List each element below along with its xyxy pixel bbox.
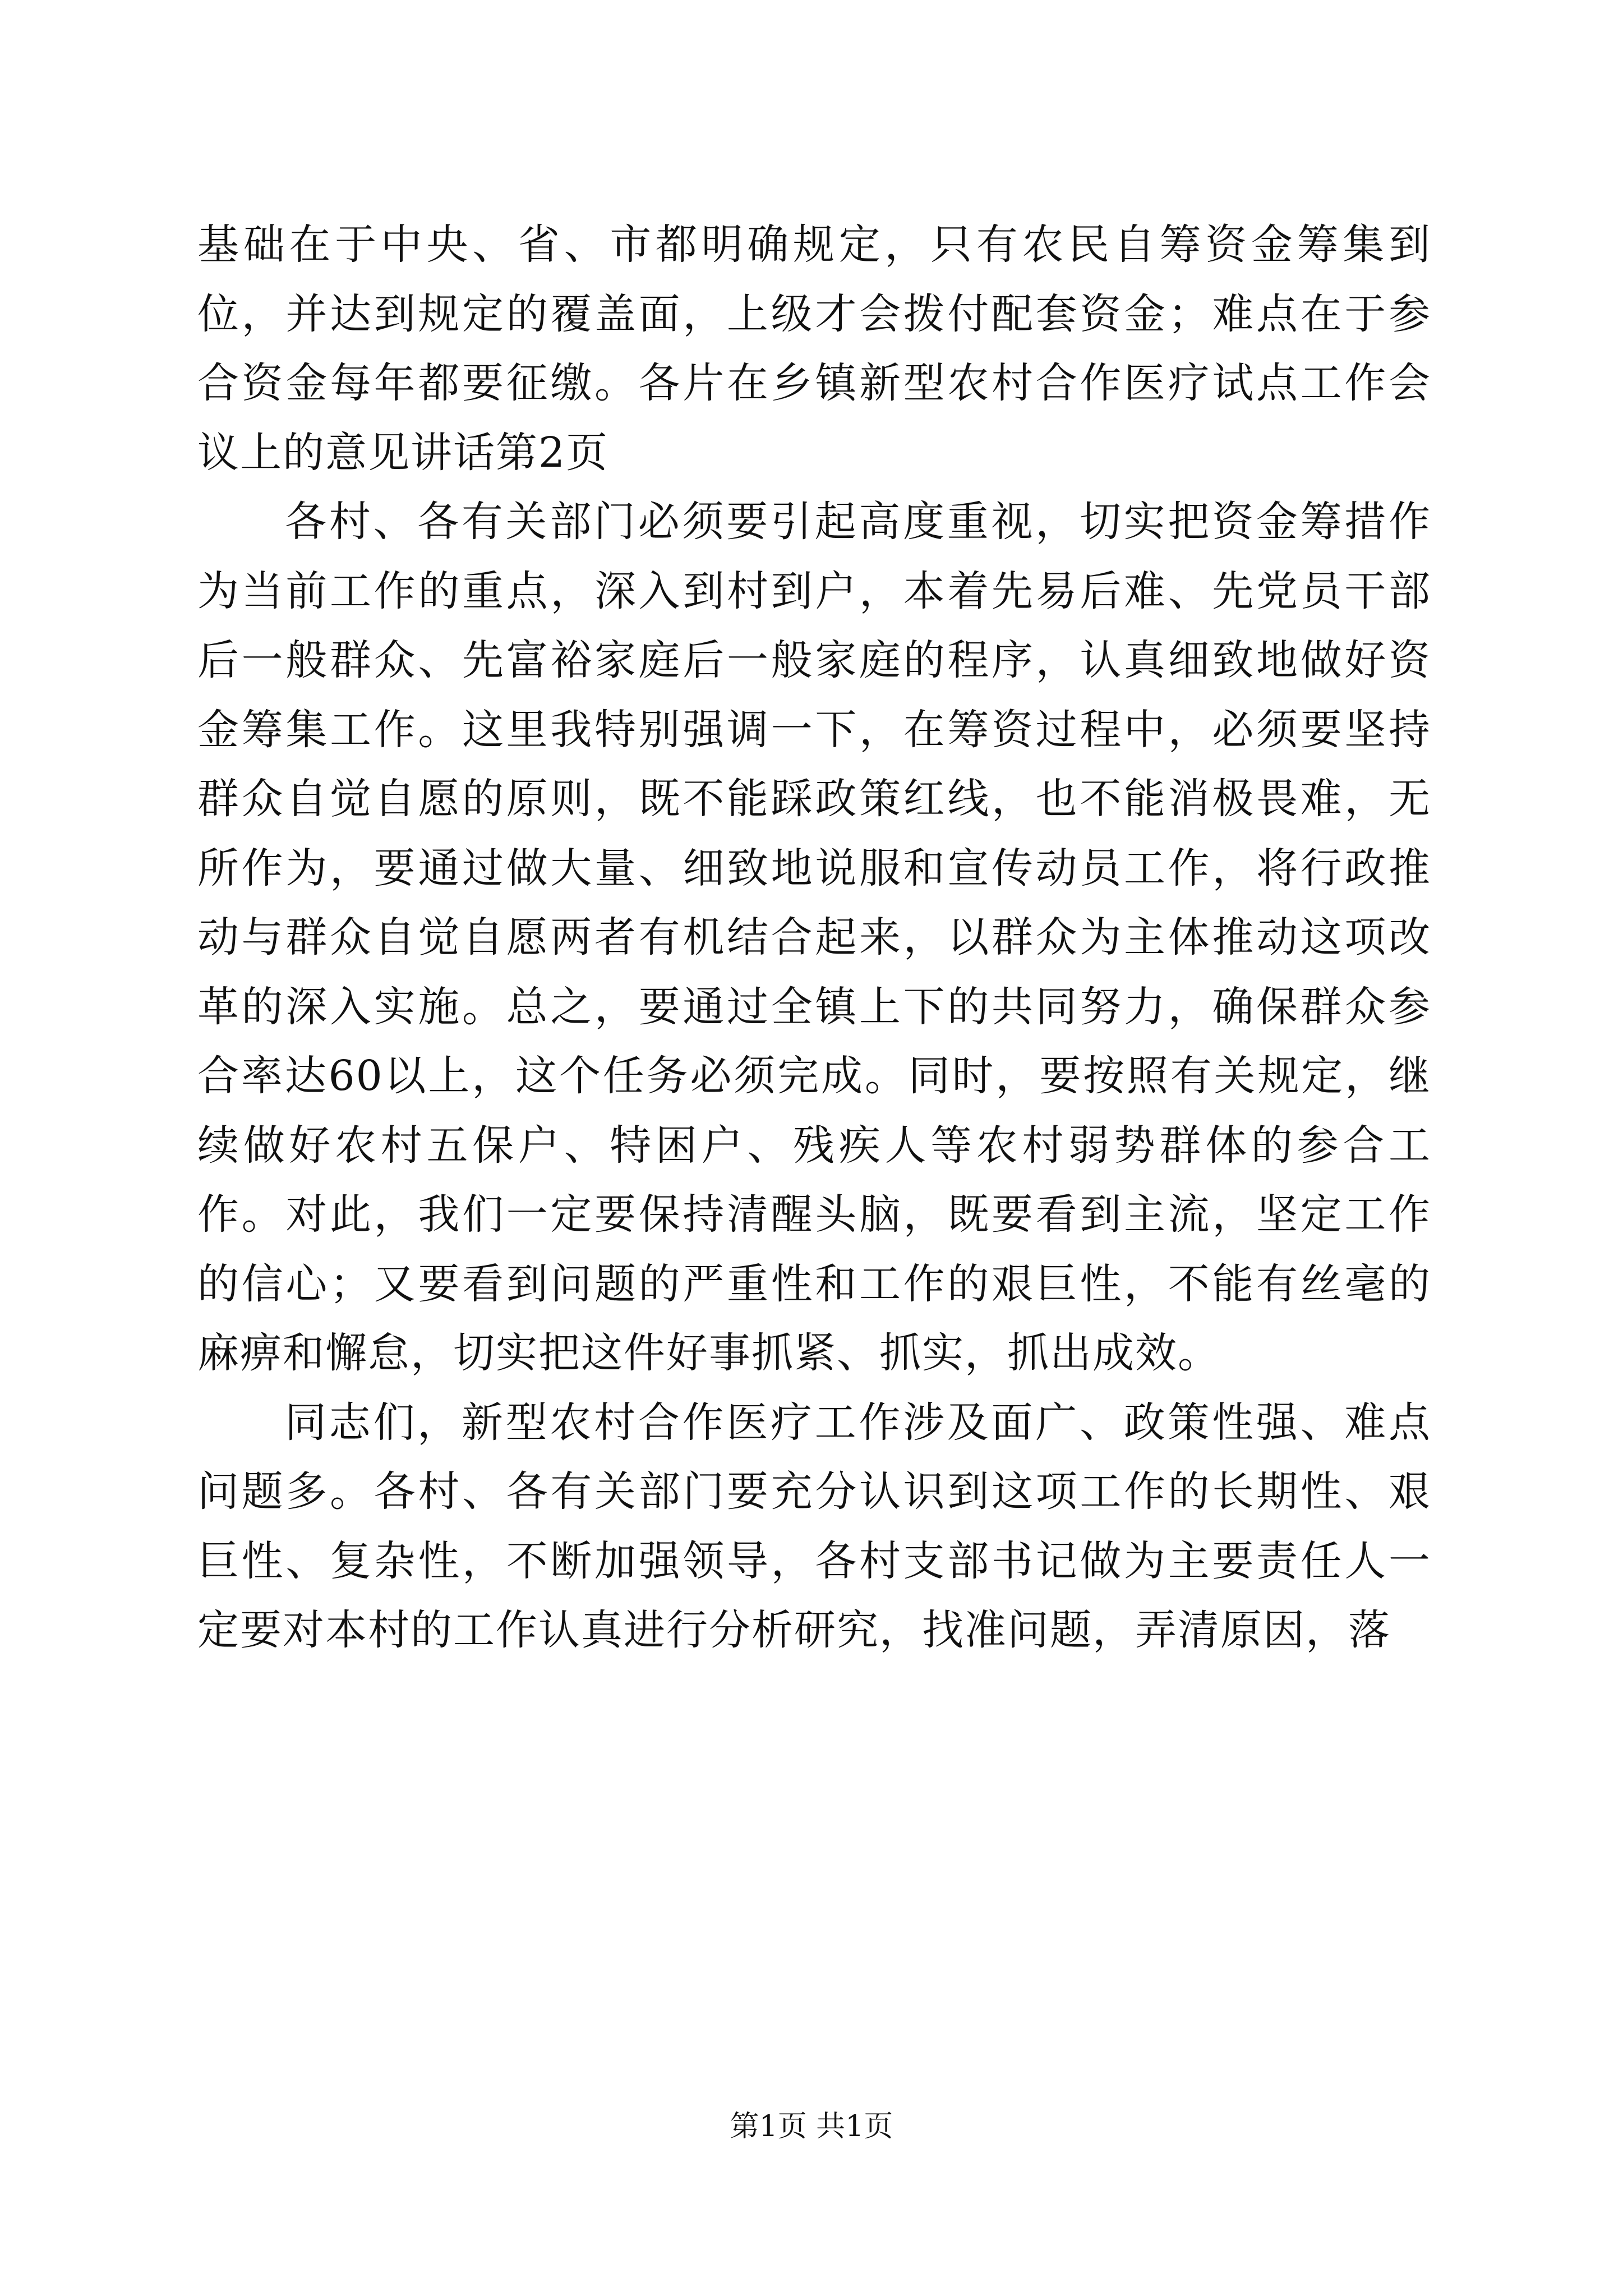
paragraph-3: 同志们，新型农村合作医疗工作涉及面广、政策性强、难点问题多。各村、各有关部门要充分认识到这项工作的长期性、艰巨性、复杂性，不断加强领导，各村支部书记做为主要责任人一定要对本村的工作认真进行分析研究，找准问题，弄清原因，落 xyxy=(197,1398,1431,1654)
paragraph-1: 基础在于中央、省、市都明确规定，只有农民自筹资金筹集到位，并达到规定的覆盖面，上级才会拨付配套资金；难点在于参合资金每年都要征缴。各片在乡镇新型农村合作医疗试点工作会议上的意见讲话第2页 xyxy=(197,220,1431,477)
page-footer: 第1页 共1页 xyxy=(730,2110,893,2143)
body-text xyxy=(197,210,1431,1665)
paragraph-2: 各村、各有关部门必须要引起高度重视，切实把资金筹措作为当前工作的重点，深入到村到户，本着先易后难、先党员干部后一般群众、先富裕家庭后一般家庭的程序，认真细致地做好资金筹集工作。这里我特别强调一下，在筹资过程中，必须要坚持群众自觉自愿的原则，既不能踩政策红线，也不能消极畏难，无所作为，要通过做大量、细致地说服和宣传动员工作，将行政推动与群众自觉自愿两者有机结合起来，以群众为主体推动这项改革的深入实施。总之，要通过全镇上下的共同努力，确保群众参合率达60以上，这个任务必须完成。同时，要按照有关规定，继续做好农村五保户、特困户、残疾人等农村弱势群体的参合工作。对此，我们一定要保持清醒头脑，既要看到主流，坚定工作的信心；又要看到问题的严重性和工作的艰巨性，不能有丝毫的麻痹和懈怠，切实把这件好事抓紧、抓实，抓出成效。 xyxy=(197,498,1431,1377)
